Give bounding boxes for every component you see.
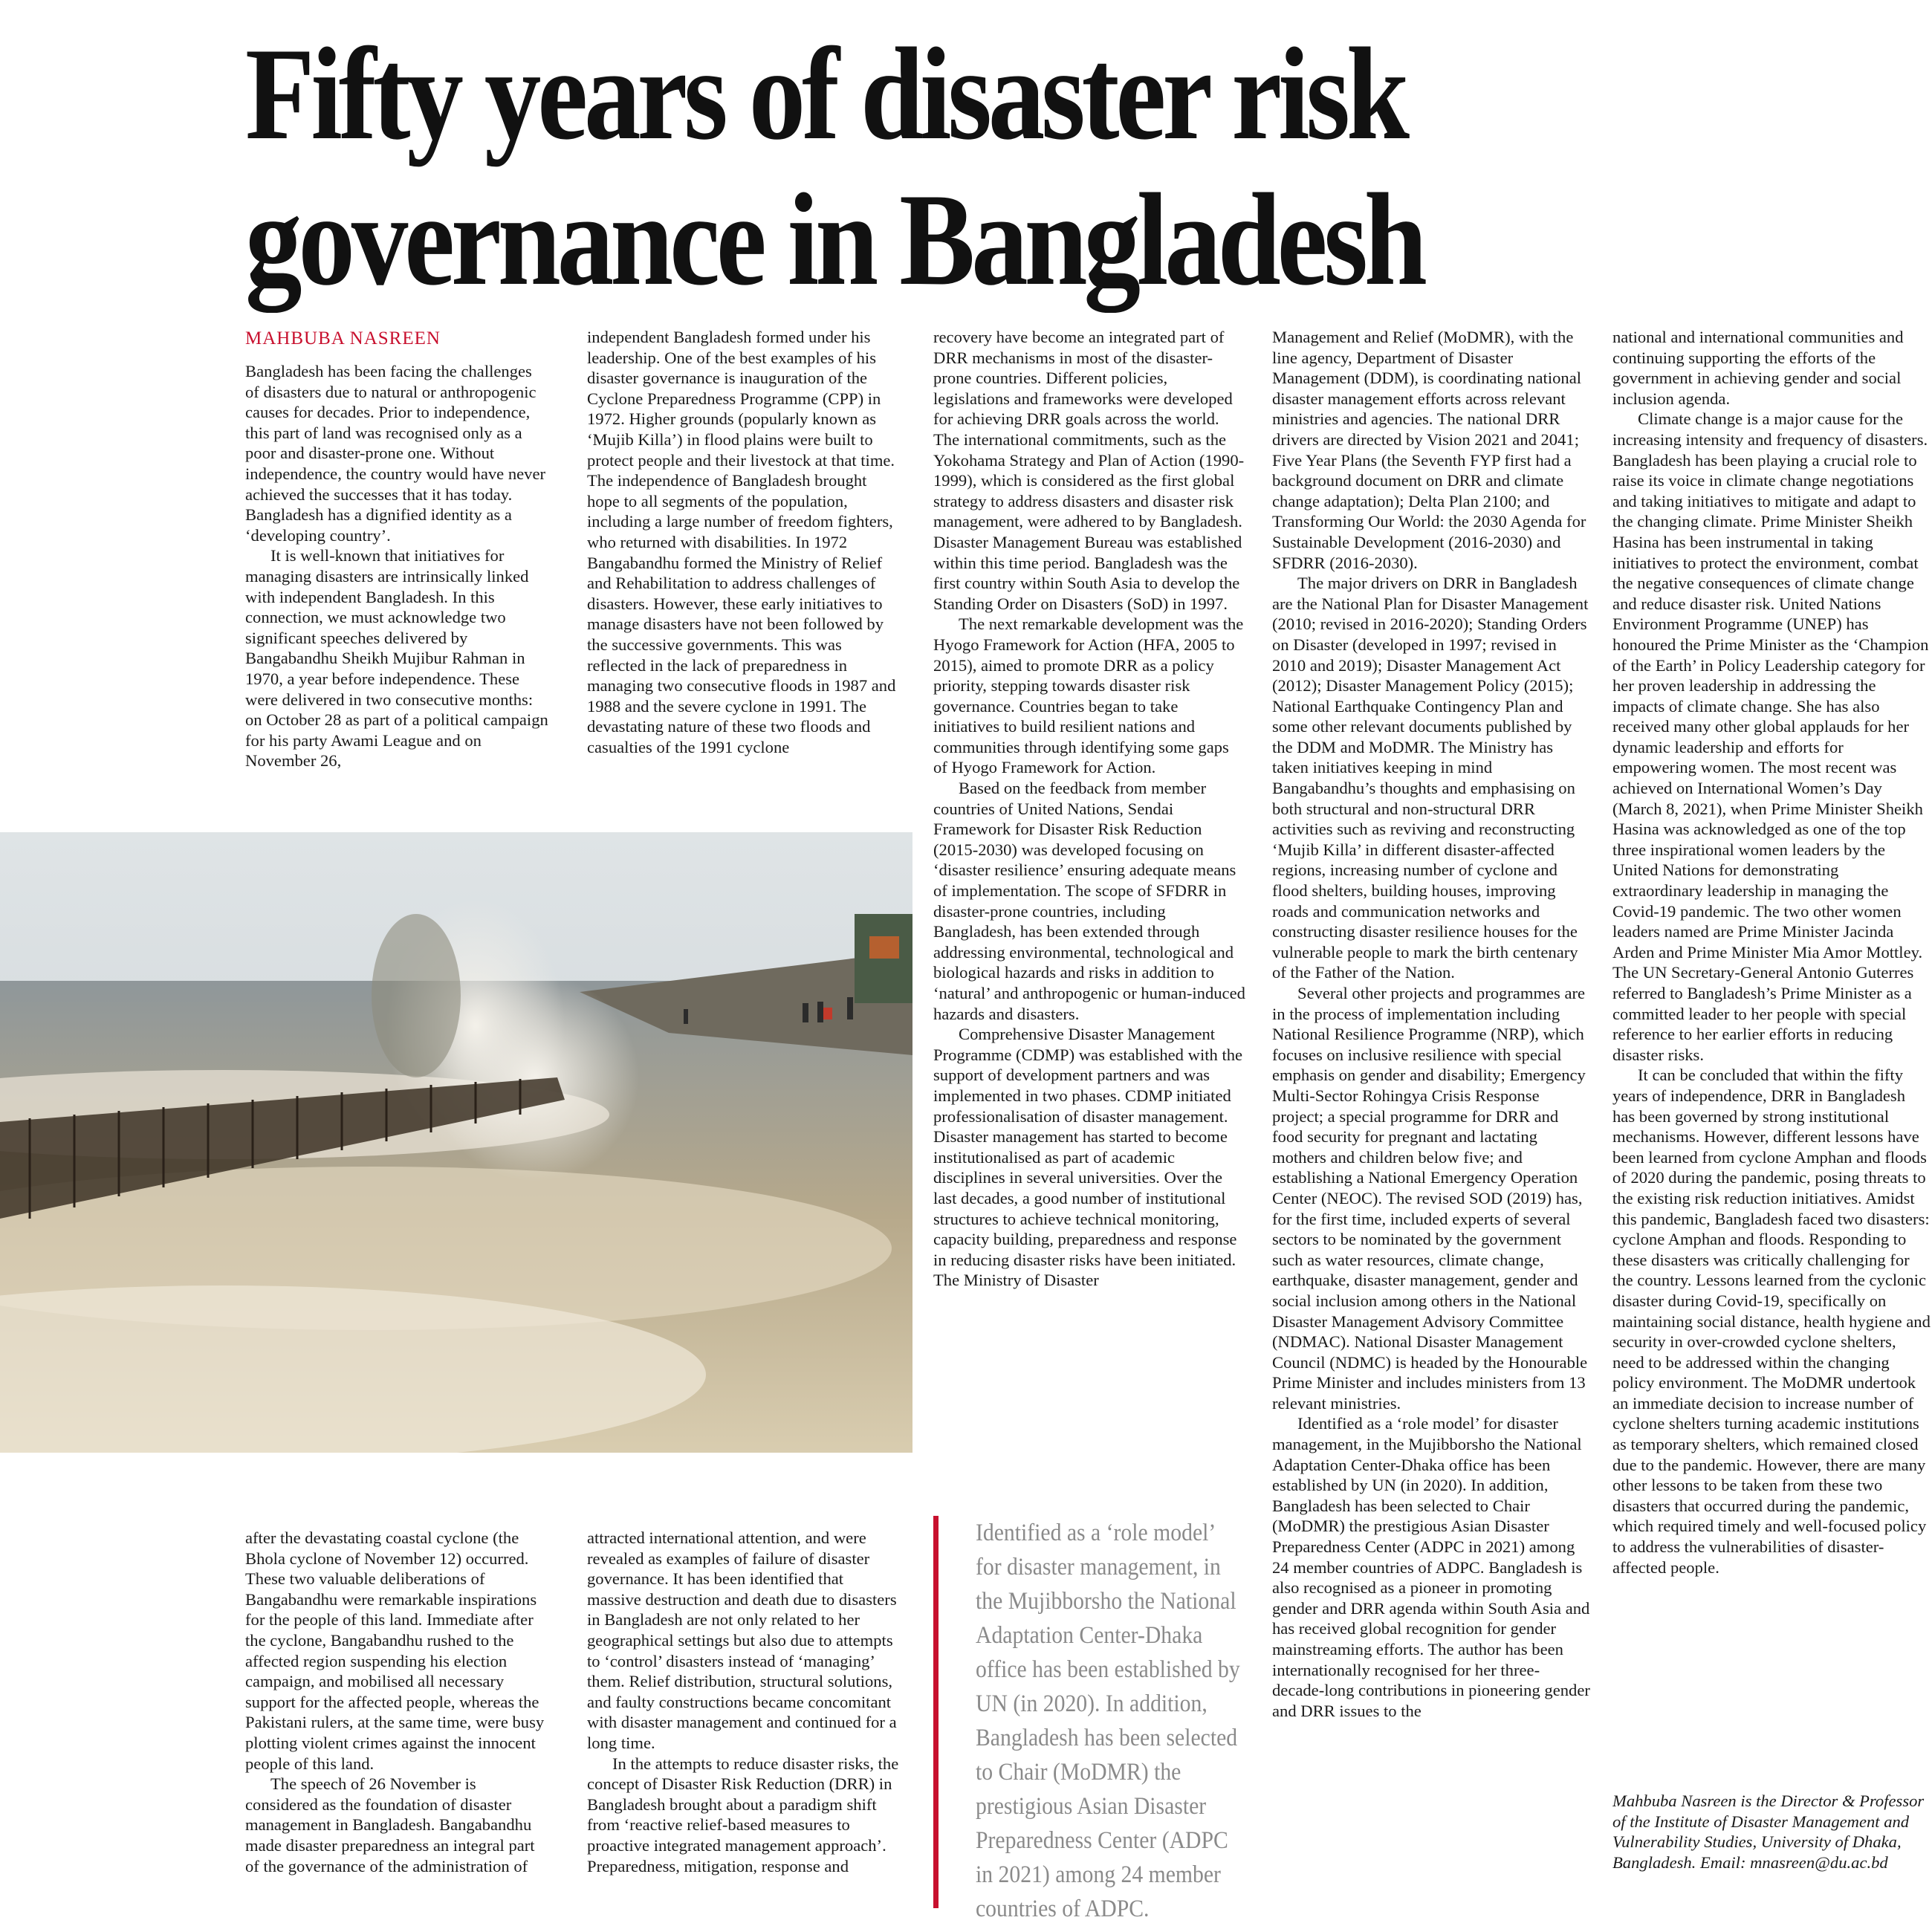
cyclone-photo <box>0 832 912 1453</box>
paragraph: Several other projects and programmes are in the process of implementation including National Resilience Programme (NRP), which focuses on inclusive resilience with special emphasis on gender and disability; Emergency Multi-Sector Rohingya Crisis Response project; a special programme for DRR and food security for pregnant and lactating mothers and children below five; and establishing a National Emergency Operation Center (NEOC). The revised SOD (2019) has, for the first time, included experts of several sectors to be nominated by the government such as water resources, climate change, earthquake, disaster management, gender and social inclusion among others in the National Disaster Management Advisory Committee (NDMAC). National Disaster Management Council (NDMC) is headed by the Honourable Prime Minister and includes ministers from 13 relevant ministries. <box>1272 984 1588 1413</box>
paragraph: Based on the feedback from member countries of United Nations, Sendai Framework for Disaster Risk Reduction (2015-2030) was developed focusing on ‘disaster resilience’ ensuring adequate means of implementation. The scope of SFDRR in disaster-prone countries, including Bangladesh, has been extended through addressing environmental, technological and biological hazards and risks in addition to ‘natural’ and anthropogenic or human-induced hazards and disasters. <box>933 779 1245 1023</box>
column-1-bottom <box>245 1528 550 1908</box>
paragraph: It is well-known that initiatives for managing disasters are intrinsically linked with independent Bangladesh. In this connection, we must acknowledge two significant speeches delivered by Bangabandhu Sheikh Mujibur Rahman in 1970, a year before independence. These were delivered in two consecutive months: on October 28 as part of a political campaign for his party Awami League and on November 26, <box>245 546 548 771</box>
paragraph: In the attempts to reduce disaster risks, the concept of Disaster Risk Reduction (DRR) in Bangladesh brought about a paradigm shift from ‘reactive relief-based measures to proactive integrated management approach’. Preparedness, mitigation, response and <box>587 1754 899 1875</box>
column-5 <box>1612 327 1931 1771</box>
paragraph: It can be concluded that within the fifty years of independence, DRR in Bangladesh has been governed by strong institutional mechanisms. However, different lessons have been learned from cyclone Amphan and floods of 2020 during the pandemic, posing threats to the existing risk reduction initiatives. Amidst this pandemic, Bangladesh faced two disasters: cyclone Amphan and floods. Responding to these disasters was critically challenging for the country. Lessons learned from the cyclonic disaster during Covid-19, specifically on maintaining social distance, health hygiene and security in over-crowded cyclone shelters, need to be addressed within the changing policy environment. The MoDMR undertook an immediate decision to increase number of cyclone shelters turning academic institutions as temporary shelters, which remained closed due to the pandemic. However, there are many other lessons to be taken from these two disasters that occurred during the pandemic, which required timely and well-focused policy to address the vulnerabilities of disaster-affected people. <box>1612 1066 1931 1577</box>
column-2-bottom <box>587 1528 899 1908</box>
column-1-top <box>245 361 550 807</box>
paragraph: Climate change is a major cause for the increasing intensity and frequency of disasters. Bangladesh has been playing a crucial role to raise its voice in climate change negotiations and taking initiatives to mitigate and adapt to the changing climate. Prime Minister Sheikh Hasina has been instrumental in taking initiatives to protect the environment, combat the negative consequences of climate change and reduce disaster risk. United Nations Environment Programme (UNEP) has honoured the Prime Minister as the ‘Champion of the Earth’ in Policy Leadership category for her proven leadership in addressing the impacts of climate change. She has also received many other global applauds for her dynamic leadership and efforts for empowering women. The most recent was achieved on International Women’s Day (March 8, 2021), when Prime Minister Sheikh Hasina was acknowledged as one of the top three inspirational women leaders by the United Nations for demonstrating extraordinary leadership in managing the Covid-19 pandemic. The two other women leaders named are Prime Minister Jacinda Arden and Prime Minister Mia Amor Mottley. The UN Secretary-General Antonio Guterres referred to Bangladesh’s Prime Minister as a committed leader to her people with special reference to her earlier efforts in reducing disaster risks. <box>1612 409 1929 1064</box>
paragraph: Bangladesh has been facing the challenges of disasters due to natural or anthropogenic causes for decades. Prior to independence, this part of land was recognised only as a poor and disaster-prone one. Without independence, the country would have never achieved the successes that it has today. Bangladesh has a dignified identity as a ‘developing country’. <box>245 362 546 545</box>
author-bio <box>1612 1791 1925 1902</box>
paragraph: Comprehensive Disaster Management Programme (CDMP) was established with the support of development partners and was implemented in two phases. CDMP initiated professionalisation of disaster management. Disaster management has started to become institutionalised as part of academic disciplines in several universities. Over the last decades, a good number of institutional structures to achieve technical monitoring, capacity building, preparedness and response in reducing disaster risks have been initiated. The Ministry of Disaster <box>933 1025 1243 1290</box>
pull-quote-text: Identified as a ‘role model’ for disaster management, in the Mujibborsho the National Adaptation Center-Dhaka office has been established by UN (in 2020). In addition, Bangladesh has been selected to Chair (MoDMR) the prestigious Asian Disaster Preparedness Center (ADPC in 2021) among 24 member countries of ADPC. <box>976 1520 1240 1922</box>
paragraph: after the devastating coastal cyclone (the Bhola cyclone of November 12) occurred. These two valuable deliberations of Bangabandhu were remarkable inspirations for the people of this land. Immediate after the cyclone, Bangabandhu rushed to the affected region suspending his election campaign, and mobilised all necessary support for the affected people, whereas the Pakistani rulers, at the same time, were busy plotting violent crimes against the innocent people of this land. <box>245 1528 545 1773</box>
bio-text: Mahbuba Nasreen is the Director & Professor of the Institute of Disaster Management and Vulnerability Studies, University of Dhaka, Bangladesh. Email: mnasreen@du.ac.bd <box>1612 1792 1925 1872</box>
paragraph: Identified as a ‘role model’ for disaster management, in the Mujibborsho the National Adaptation Center-Dhaka office has been established by UN (in 2020). In addition, Bangladesh has been selected to Chair (MoDMR) the prestigious Asian Disaster Preparedness Center (ADPC in 2021) among 24 member countries of ADPC. Bangladesh is also recognised as a pioneer in promoting gender and DRR agenda within South Asia and has received global recognition for gender mainstreaming efforts. The author has been internationally recognised for her three-decade-long contributions in pioneering gender and DRR issues to the <box>1272 1414 1590 1720</box>
headline: Fifty years of disaster risk governance in Bangladesh <box>245 20 1424 313</box>
storm-surge-image <box>0 832 912 1453</box>
paragraph: attracted international attention, and were revealed as examples of failure of disaster governance. It has been identified that massive destruction and death due to disasters in Bangladesh are not only related to her geographical settings but also due to attempts to ‘control’ disasters instead of ‘managing’ them. Relief distribution, structural solutions, and faulty constructions became concomitant with disaster management and continued for a long time. <box>587 1528 897 1752</box>
column-4 <box>1272 327 1590 1908</box>
byline: MAHBUBA NASREEN <box>245 328 441 348</box>
paragraph: The speech of 26 November is considered as the foundation of disaster management in Bangladesh. Bangabandhu made disaster preparedness an integral part of the governance of the administration of <box>245 1774 535 1875</box>
paragraph: national and international communities and continuing supporting the efforts of the government in achieving gender and social inclusion agenda. <box>1612 328 1904 408</box>
paragraph: The next remarkable development was the Hyogo Framework for Action (HFA, 2005 to 2015), aimed to promote DRR as a policy priority, stepping towards disaster risk governance. Countries began to take initiatives to build resilient nations and communities through identifying some gaps of Hyogo Framework for Action. <box>933 615 1244 777</box>
paragraph: independent Bangladesh formed under his leadership. One of the best examples of his disaster governance is inauguration of the Cyclone Preparedness Programme (CPP) in 1972. Higher grounds (popularly known as ‘Mujib Killa’) in flood plains were built to protect people and their livestock at that time. The independence of Bangladesh brought hope to all segments of the population, including a large number of freedom fighters, who returned with disabilities. In 1972 Bangabandhu formed the Ministry of Relief and Rehabilitation to address challenges of disasters. However, these early initiatives to manage disasters have not been followed by the successive governments. This was reflected in the lack of preparedness in managing two consecutive floods in 1987 and 1988 and the severe cyclone in 1991. The devastating nature of these two floods and casualties of the 1991 cyclone <box>587 328 896 756</box>
column-2-top <box>587 327 899 810</box>
paragraph: The major drivers on DRR in Bangladesh are the National Plan for Disaster Management (2010; revised in 2016-2020); Standing Orders on Disaster (developed in 1997; revised in 2010 and 2019); Disaster Management Act (2012); Disaster Management Policy (2015); National Earthquake Contingency Plan and some other relevant documents published by the DDM and MoDMR. The Ministry has taken initiatives keeping in mind Bangabandhu’s thoughts and emphasising on both structural and non-structural DRR activities such as reviving and reconstructing ‘Mujib Killa’ in different disaster-affected regions, increasing number of cyclone and flood shelters, building houses, improving roads and communication networks and constructing disaster resilience houses for the vulnerable people to mark the birth centenary of the Father of the Nation. <box>1272 574 1589 982</box>
paragraph: recovery have become an integrated part of DRR mechanisms in most of the disaster-prone countries. Different policies, legislations and frameworks were developed for achieving DRR goals across the world. The international commitments, such as the Yokohama Strategy and Plan of Action (1990-1999), which is considered as the first global strategy to address disasters and disaster risk management, were adhered to by Bangladesh. Disaster Management Bureau was established within this time period. Bangladesh was the first country within South Asia to develop the Standing Order on Disasters (SoD) in 1997. <box>933 328 1245 613</box>
pull-quote <box>933 1516 1240 1922</box>
column-3 <box>933 327 1245 1456</box>
paragraph: Management and Relief (MoDMR), with the line agency, Department of Disaster Management (DDM), is coordinating national disaster management efforts across relevant ministries and agencies. The national DRR drivers are directed by Vision 2021 and 2041; Five Year Plans (the Seventh FYP first had a background document on DRR and climate change adaptation); Delta Plan 2100; and Transforming Our World: the 2030 Agenda for Sustainable Development (2016-2030) and SFDRR (2016-2030). <box>1272 328 1586 572</box>
